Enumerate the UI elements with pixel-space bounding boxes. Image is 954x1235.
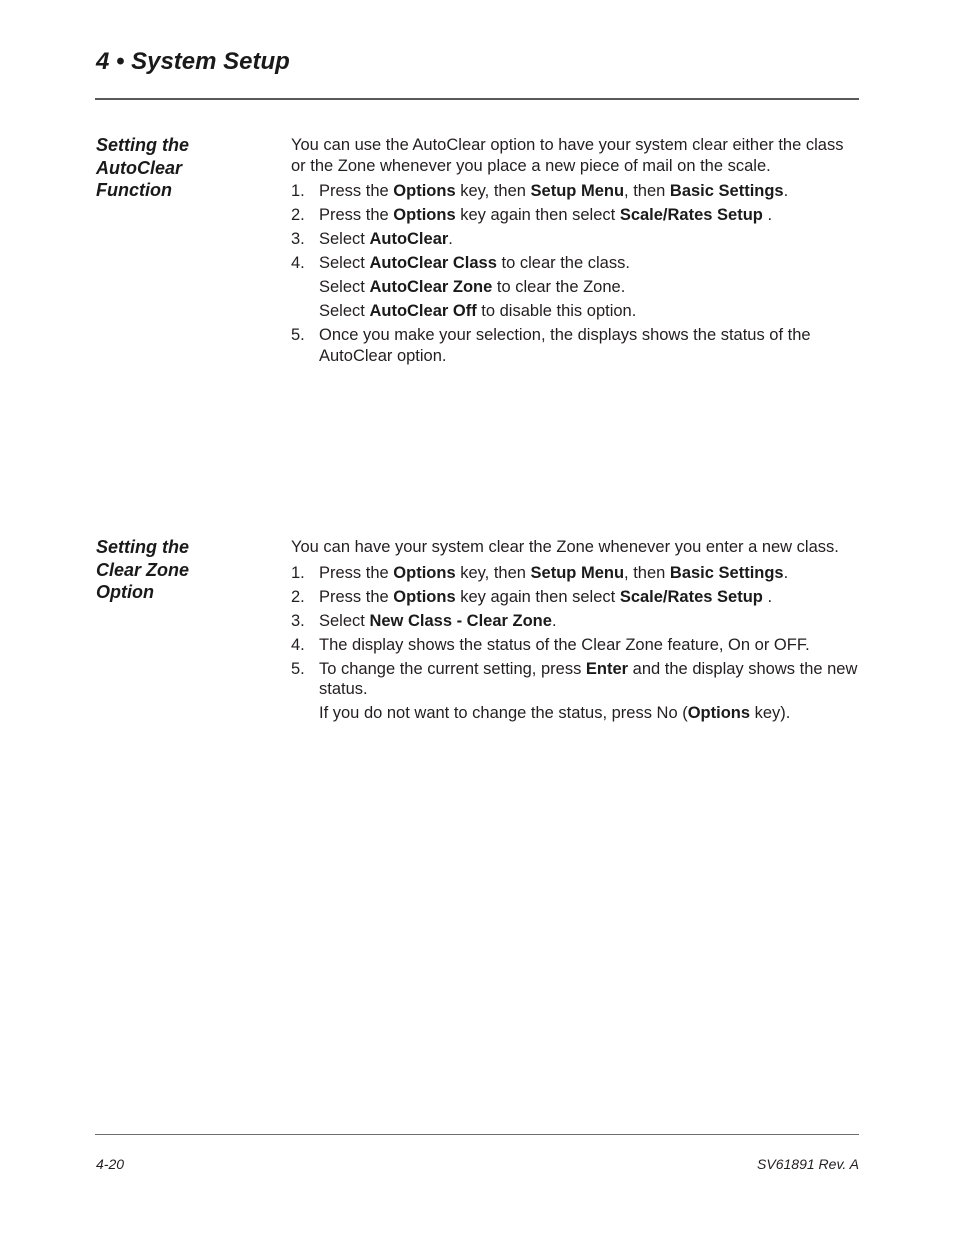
section-body-clear-zone [291,537,861,727]
step-number: 5. [291,659,305,678]
heading-line: Setting the [96,135,189,155]
step-subline: Select AutoClear Zone to clear the Zone. [319,278,626,296]
section-intro: You can have your system clear the Zone whenever you enter a new class. [291,538,839,556]
section-heading-clear-zone [96,536,266,604]
step-item: 2. Press the Options key again then select Scale/Rates Setup . [291,587,773,606]
document-id: SV61891 Rev. A [757,1156,859,1172]
ui-key-label: Options [393,587,456,606]
step-subline: If you do not want to change the status, press No (Options key). [319,704,791,722]
step-number: 2. [291,206,305,224]
section-body-autoclear [291,135,861,370]
step-list [291,181,861,366]
page-number: 4-20 [96,1156,125,1172]
ui-menu-label: AutoClear Class [369,254,497,272]
step-item: 4. The display shows the status of the Clear Zone feature, On or OFF. [291,635,810,654]
step-item: 1. Press the Options key, then Setup Menu, then Basic Settings. [291,563,789,582]
step-item: 5. Once you make your selection, the displays shows the status of the AutoClear option. [291,326,811,365]
step-number: 1. [291,182,305,200]
step-item: 2. Press the Options key again then select Scale/Rates Setup . [291,206,773,224]
heading-line: Setting the [96,537,189,557]
ui-menu-label: Basic Settings [669,182,784,200]
ui-key-label: Options [393,182,456,200]
step-number: 4. [291,254,305,272]
ui-menu-label: Scale/Rates Setup [619,587,763,606]
ui-menu-label: Setup Menu [530,182,625,200]
section-intro: You can use the AutoClear option to have your system clear either the class or the Zone whenever you place a new piece of mail on the scale. [291,136,844,175]
heading-line: AutoClear [96,157,183,178]
ui-key-label: Options [393,563,456,582]
step-item: 3. Select New Class - Clear Zone. [291,611,557,630]
chapter-title: 4 • System Setup [96,48,290,75]
step-item: 1. Press the Options key, then Setup Menu, then Basic Settings. [291,182,789,200]
step-number: 3. [291,230,305,248]
step-number: 2. [291,587,305,606]
ui-menu-label: New Class - Clear Zone [369,611,552,630]
footer-rule [95,1134,859,1135]
ui-key-label: Options [393,206,456,224]
step-number: 3. [291,611,305,630]
step-list [291,563,861,724]
step-subline: Select AutoClear Off to disable this option. [319,302,637,320]
step-item: 5. To change the current setting, press Enter and the display shows the new status. If you do not want to change the status, press No (Options key). [291,659,861,724]
ui-menu-label: AutoClear [369,230,449,248]
ui-menu-label: AutoClear Off [369,302,477,320]
step-item: 3. Select AutoClear. [291,230,453,248]
ui-menu-label: Scale/Rates Setup [619,206,763,224]
step-item: 4. Select AutoClear Class to clear the class. Select AutoClear Zone to clear the Zone. Select AutoClear Off to disable this option. [291,253,861,322]
step-number: 5. [291,326,305,344]
heading-line: Function [96,180,172,200]
header-rule [95,98,859,100]
step-number: 4. [291,635,305,654]
ui-key-label: Options [687,704,751,722]
ui-menu-label: Basic Settings [669,563,784,582]
ui-menu-label: Setup Menu [530,563,625,582]
ui-menu-label: AutoClear Zone [369,278,493,296]
step-number: 1. [291,563,305,582]
heading-line: Option [96,582,154,602]
section-heading-autoclear [96,134,266,202]
heading-line: Clear Zone [96,559,190,580]
ui-key-label: Enter [585,659,629,678]
